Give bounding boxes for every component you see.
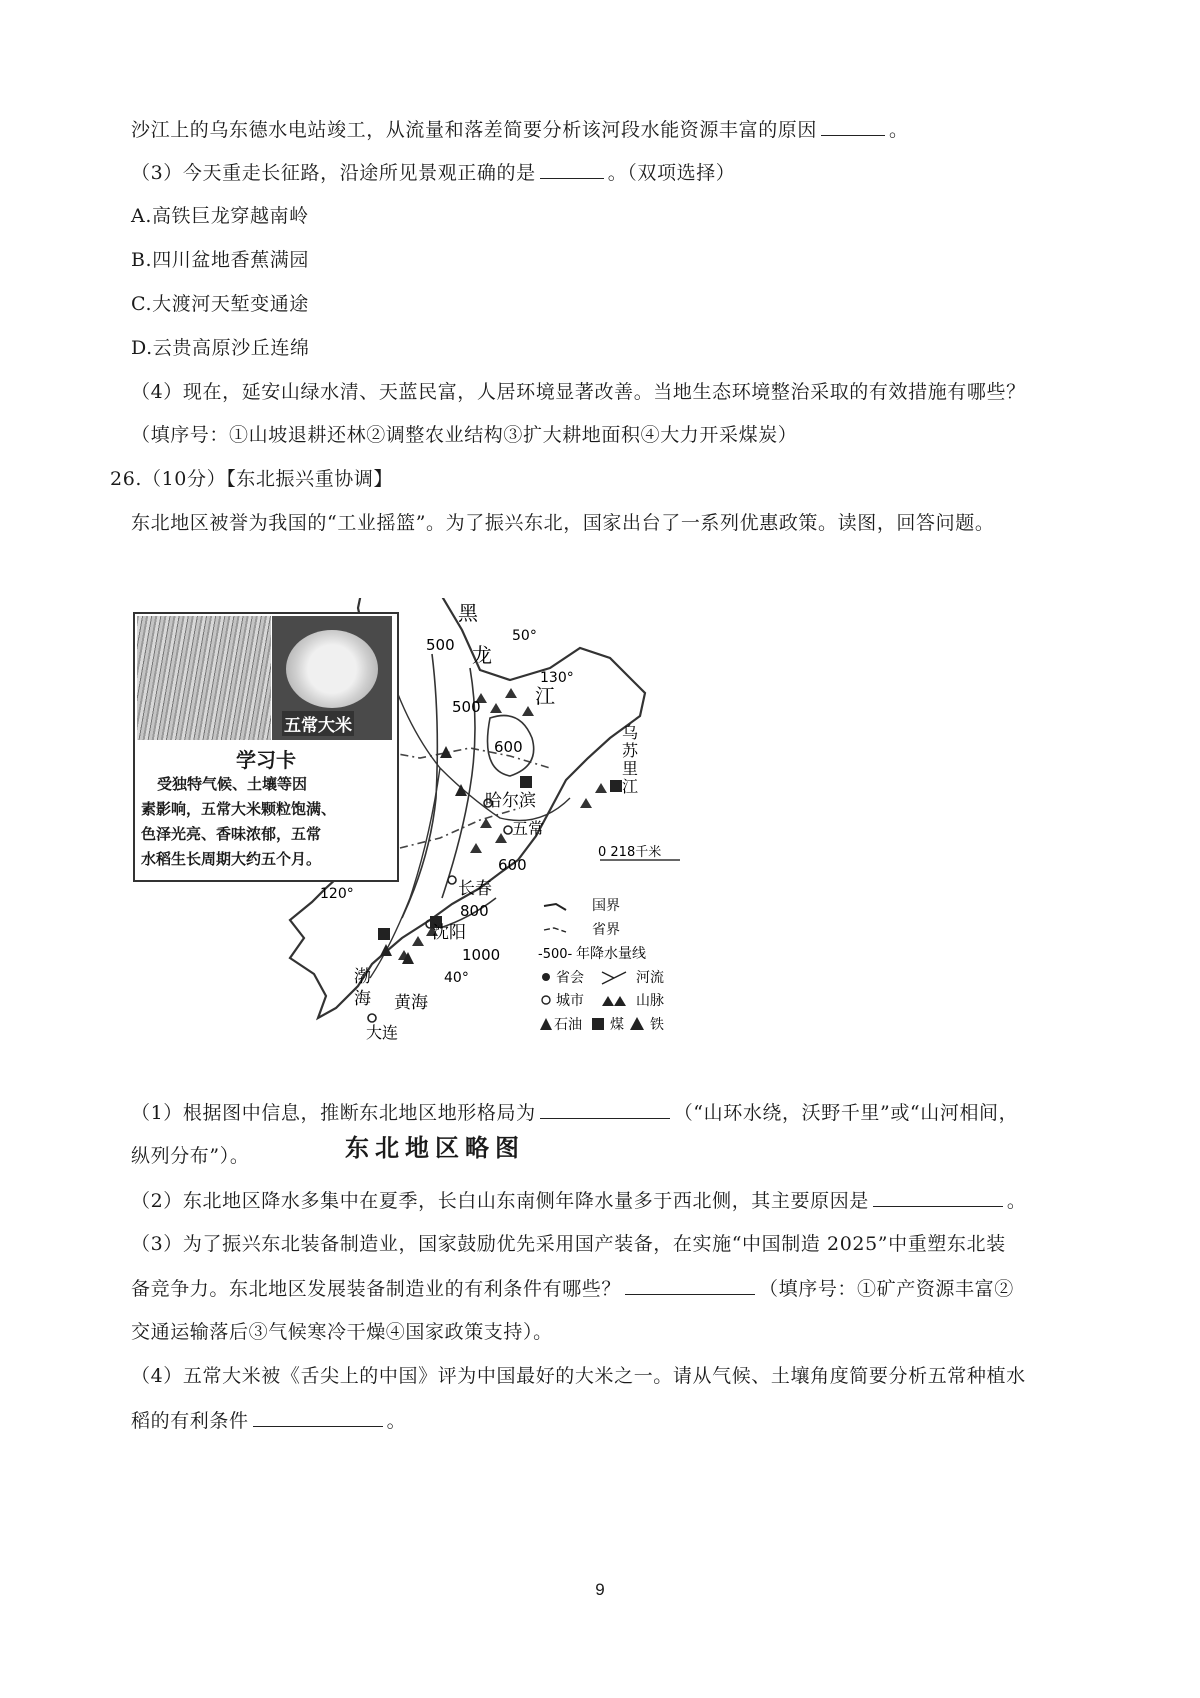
option-c: C.大渡河天堑变通途 bbox=[131, 293, 309, 315]
province-label: 龙 bbox=[472, 643, 492, 667]
card-line: 色泽光亮、香味浓郁，五常 bbox=[141, 825, 322, 843]
card-title: 学习卡 bbox=[236, 748, 296, 772]
text-line: 沙江上的乌东德水电站竣工，从流量和落差简要分析该河段水能资源丰富的原因 。 bbox=[131, 115, 909, 144]
question-26-1-cont: 纵列分布”）。 bbox=[131, 1145, 250, 1167]
resource-markers bbox=[378, 746, 622, 964]
question-4: （4）现在，延安山绿水清、天蓝民富，人居环境显著改善。当地生态环境整治采取的有效措施有哪些？ bbox=[131, 381, 1026, 403]
legend-rain-sample: -500- bbox=[538, 947, 573, 962]
scale-bar: 0 218千米 bbox=[598, 845, 662, 860]
legend-iron: 铁 bbox=[650, 1017, 664, 1033]
longitude-label: 120° bbox=[320, 886, 354, 902]
option-b: B.四川盆地香蕉满园 bbox=[131, 249, 310, 271]
latitude-label: 50° bbox=[512, 628, 537, 644]
learning-card bbox=[133, 612, 399, 882]
legend-oil: 石油 bbox=[554, 1017, 582, 1033]
legend-city: 城市 bbox=[556, 993, 584, 1009]
sea-label: 渤 bbox=[354, 967, 371, 987]
question-26-3-cont2: 交通运输落后③气候寒冷干燥④国家政策支持）。 bbox=[131, 1321, 553, 1343]
question-26-1: （1）根据图中信息，推断东北地区地形格局为 （“山环水绕，沃野千里”或“山河相间， bbox=[131, 1098, 1018, 1127]
isoline-label: 500 bbox=[452, 698, 481, 716]
legend-river: 河流 bbox=[636, 970, 664, 986]
question-26-2: （2）东北地区降水多集中在夏季，长白山东南侧年降水量多于西北侧，其主要原因是 。 bbox=[131, 1186, 1027, 1215]
card-line: 水稻生长周期大约五个月。 bbox=[141, 850, 322, 868]
option-a: A.高铁巨龙穿越南岭 bbox=[131, 205, 309, 227]
legend-rainfall: 年降水量线 bbox=[576, 946, 646, 962]
photo-caption: 五常大米 bbox=[282, 711, 354, 736]
card-text bbox=[141, 772, 336, 872]
rainfall-isoline bbox=[402, 654, 437, 918]
isoline-label: 600 bbox=[498, 856, 527, 874]
river-label: 乌 bbox=[622, 723, 639, 742]
legend-coal: 煤 bbox=[610, 1017, 624, 1033]
province-label: 黑 bbox=[458, 601, 478, 625]
province-label: 江 bbox=[535, 684, 555, 708]
page-number: 9 bbox=[595, 1580, 605, 1599]
legend-mountain: 山脉 bbox=[636, 993, 664, 1009]
city-label: 长春 bbox=[458, 879, 492, 899]
question-26-heading: 26.（10分）【东北振兴重协调】 bbox=[110, 468, 394, 490]
northeast-map bbox=[140, 598, 740, 1158]
question-26-3: （3）为了振兴东北装备制造业，国家鼓励优先采用国产装备，在实施“中国制造 2025”中重塑东北装 bbox=[131, 1233, 1006, 1255]
question-26-intro: 东北地区被誉为我国的“工业摇篮”。为了振兴东北，国家出台了一系列优惠政策。读图，回答问题。 bbox=[131, 512, 995, 534]
question-26-3-cont: 备竞争力。东北地区发展装备制造业的有利条件有哪些？ （填序号：①矿产资源丰富② bbox=[131, 1274, 1014, 1303]
sea-label: 黄海 bbox=[394, 993, 428, 1013]
isoline-label: 1000 bbox=[462, 946, 501, 964]
city-label: 沈阳 bbox=[432, 923, 466, 943]
card-line: 受独特气候、土壤等因 bbox=[157, 775, 308, 793]
option-d: D.云贵高原沙丘连绵 bbox=[131, 337, 310, 359]
sea-label: 海 bbox=[354, 989, 371, 1009]
card-line: 素影响，五常大米颗粒饱满、 bbox=[141, 800, 337, 818]
isoline-label: 600 bbox=[494, 738, 523, 756]
longitude-label: 130° bbox=[540, 670, 574, 686]
river-label: 里 bbox=[622, 759, 639, 778]
legend-capital: 省会 bbox=[556, 970, 584, 986]
city-label: 大连 bbox=[366, 1023, 399, 1042]
isoline-label: 800 bbox=[460, 902, 489, 920]
isoline-label: 500 bbox=[426, 636, 455, 654]
city-label: 五常 bbox=[512, 819, 545, 838]
question-3: （3）今天重走长征路，沿途所见景观正确的是 。（双项选择） bbox=[131, 158, 735, 187]
question-4-hint: （填序号：①山坡退耕还林②调整农业结构③扩大耕地面积④大力开采煤炭） bbox=[131, 424, 798, 446]
rice-grain-photo bbox=[272, 616, 392, 740]
map-legend bbox=[538, 898, 664, 1033]
latitude-label: 40° bbox=[444, 970, 469, 986]
legend-border: 国界 bbox=[592, 898, 620, 914]
question-26-4: （4）五常大米被《舌尖上的中国》评为中国最好的大米之一。请从气候、土壤角度简要分析五常种植水 bbox=[131, 1365, 1026, 1387]
legend-province: 省界 bbox=[592, 922, 620, 938]
map-caption: 东北地区略图 bbox=[345, 1134, 525, 1162]
river-label: 江 bbox=[622, 777, 639, 796]
rice-field-photo bbox=[137, 616, 271, 740]
river-label: 苏 bbox=[622, 741, 639, 760]
question-26-4-cont: 稻的有利条件 。 bbox=[131, 1406, 406, 1435]
city-label: 哈尔滨 bbox=[485, 791, 536, 811]
